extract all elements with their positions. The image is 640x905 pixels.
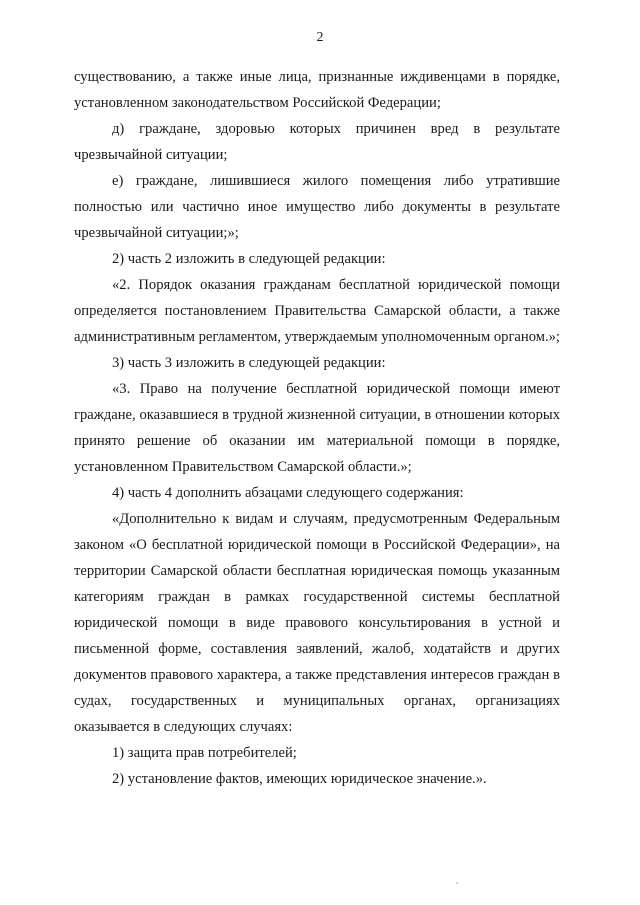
- paragraph-part-2-text: «2. Порядок оказания гражданам бесплатной юридической помощи определяется постановлением Правительства Самарской области, а также административным регламентом, утверждаемым уполномоченным органом.»;: [74, 277, 560, 345]
- paragraph-continuation: существованию, а также иные лица, признанные иждивенцами в порядке, установленном законодательством Российской Федерации;: [74, 69, 560, 111]
- paragraph-item-d: д) граждане, здоровью которых причинен вред в результате чрезвычайной ситуации;: [74, 121, 560, 163]
- paragraph-item-e: е) граждане, лишившиеся жилого помещения либо утратившие полностью или частично иное имущество либо документы в результате чрезвычайной ситуации;»;: [74, 173, 560, 241]
- paragraph-amendment-4: 4) часть 4 дополнить абзацами следующего содержания:: [112, 485, 464, 501]
- paragraph-amendment-2: 2) часть 2 изложить в следующей редакции:: [112, 251, 386, 267]
- paragraph-case-2: 2) установление фактов, имеющих юридическое значение.».: [112, 771, 487, 787]
- paragraph-amendment-3: 3) часть 3 изложить в следующей редакции:: [112, 355, 386, 371]
- scan-speck: [456, 882, 458, 884]
- paragraph-case-1: 1) защита прав потребителей;: [112, 745, 297, 761]
- page-number: 2: [316, 30, 324, 45]
- paragraph-part-3-text: «3. Право на получение бесплатной юридической помощи имеют граждане, оказавшиеся в трудной жизненной ситуации, в отношении которых принято решение об оказании им материальной помощи в порядке, установленном Правительством Самарской области.»;: [74, 381, 560, 475]
- paragraph-part-4-text: «Дополнительно к видам и случаям, предусмотренным Федеральным законом «О бесплатной юридической помощи в Российской Федерации», на территории Самарской области бесплатная юридическая помощь указанным категориям граждан в рамках государственной системы бесплатной юридической помощи в виде правового консультирования в устной и письменной форме, составления заявлений, жалоб, ходатайств и других документов правового характера, а также представления интересов граждан в судах, государственных и муниципальных органах, организациях оказывается в следующих случаях:: [74, 511, 560, 735]
- document-body: [74, 64, 560, 792]
